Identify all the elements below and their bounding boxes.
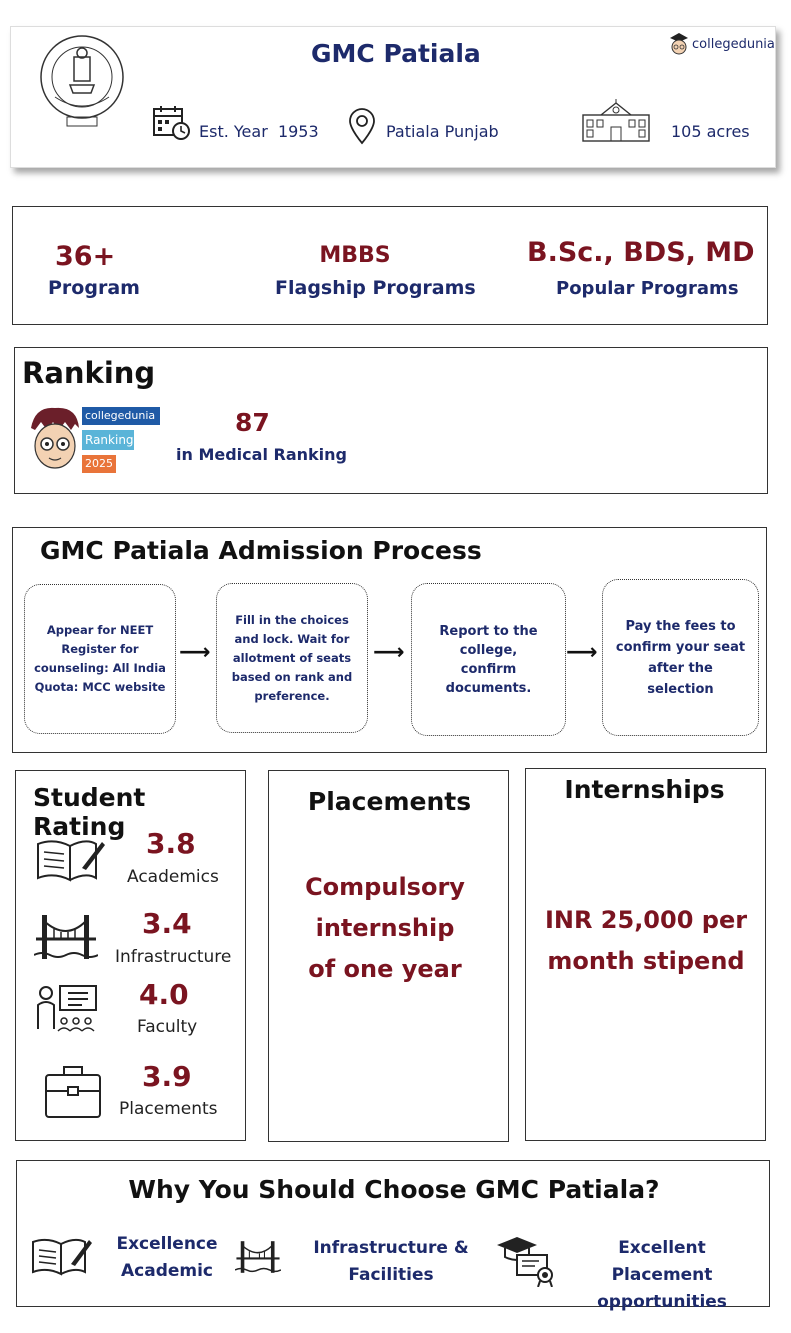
internships-line-1: INR 25,000 per: [544, 906, 748, 934]
arrow-2: ⟶: [373, 640, 405, 665]
calendar-clock-icon: [152, 105, 192, 141]
why-choose-title: Why You Should Choose GMC Patiala?: [128, 1175, 660, 1204]
admission-title: GMC Patiala Admission Process: [40, 536, 482, 565]
badge-brand: collegedunia: [82, 407, 160, 425]
why-item-infrastructure-line-1: Infrastructure &: [313, 1238, 469, 1258]
rating-placements-label: Placements: [119, 1099, 218, 1119]
page-title: GMC Patiala: [311, 39, 481, 68]
briefcase-icon: [44, 1063, 104, 1121]
badge-label: Ranking: [82, 430, 134, 450]
rank-label: in Medical Ranking: [176, 445, 347, 464]
ranking-title: Ranking: [22, 356, 156, 390]
admission-step-3: Report to the college, confirm documents.: [411, 583, 566, 736]
why-item-placement-line-2: opportunities: [597, 1292, 727, 1312]
rating-faculty-value: 4.0: [139, 978, 189, 1011]
placements-line-1: Compulsory: [305, 873, 465, 901]
area-text: 105 acres: [671, 122, 750, 141]
program-count: 36+: [55, 241, 116, 272]
ranking-card: [14, 347, 768, 494]
collegedunia-brand: [668, 32, 775, 56]
placements-title: Placements: [307, 787, 472, 816]
campus-building-icon: [581, 99, 651, 143]
teacher-icon: [36, 983, 100, 1035]
why-item-academic: [112, 1231, 222, 1285]
arrow-3: ⟶: [566, 640, 598, 665]
est-label: Est. Year: [199, 122, 268, 141]
location-text: Patiala Punjab: [386, 122, 499, 141]
location-pin-icon: [347, 107, 377, 145]
mascot-icon: [668, 32, 690, 56]
why-choose-card: [16, 1160, 770, 1312]
admission-step-1: Appear for NEET Register for counseling: All India Quota: MCC website: [24, 584, 176, 734]
admission-step-2: Fill in the choices and lock. Wait for allotment of seats based on rank and preference.: [216, 583, 368, 733]
bridge-icon: [34, 911, 98, 963]
rating-infrastructure-value: 3.4: [142, 907, 192, 940]
college-seal-logo: [37, 31, 127, 129]
flagship-value: MBBS: [319, 243, 391, 268]
open-book-icon: [36, 836, 106, 884]
popular-label: Popular Programs: [556, 278, 739, 299]
rating-infrastructure-label: Infrastructure: [115, 947, 232, 967]
stats-card: [12, 206, 768, 325]
est-year-value: 1953: [277, 122, 319, 141]
internships-card: [525, 768, 766, 1141]
placements-card: [268, 770, 509, 1142]
internships-title: Internships: [564, 775, 725, 804]
rating-title: Student Rating: [33, 783, 146, 841]
graduation-certificate-icon: [495, 1233, 557, 1287]
program-label: Program: [48, 277, 140, 299]
rating-faculty-label: Faculty: [137, 1017, 198, 1037]
internships-line-2: month stipend: [547, 947, 745, 975]
badge-year: 2025: [82, 455, 116, 473]
placements-text: [269, 867, 501, 990]
popular-value: B.Sc., BDS, MD: [527, 237, 755, 268]
internships-text: [526, 900, 766, 982]
rating-academics-value: 3.8: [146, 827, 196, 860]
admission-step-4: Pay the fees to confirm your seat after the selection: [602, 579, 759, 736]
open-book-icon: [31, 1236, 93, 1278]
why-item-infrastructure: [307, 1235, 475, 1289]
rating-academics-label: Academics: [127, 867, 219, 887]
why-item-academic-line-1: Excellence: [116, 1234, 218, 1254]
why-item-academic-line-2: Academic: [120, 1261, 214, 1281]
mascot-icon: [25, 404, 85, 476]
why-item-placement-line-1: Excellent Placement: [611, 1238, 713, 1285]
admission-card: [12, 527, 767, 753]
why-item-placement: [567, 1235, 757, 1316]
arrow-1: ⟶: [179, 640, 211, 665]
rank-value: 87: [235, 408, 270, 437]
rating-card: [15, 770, 246, 1141]
flagship-label: Flagship Programs: [275, 277, 476, 299]
est-year-text: [199, 122, 319, 141]
placements-line-3: of one year: [308, 955, 462, 983]
header-card: [10, 26, 776, 168]
bridge-icon: [235, 1238, 281, 1276]
placements-line-2: internship: [315, 914, 455, 942]
rating-placements-value: 3.9: [142, 1060, 192, 1093]
brand-text: collegedunia: [692, 36, 775, 52]
why-item-infrastructure-line-2: Facilities: [348, 1265, 434, 1285]
